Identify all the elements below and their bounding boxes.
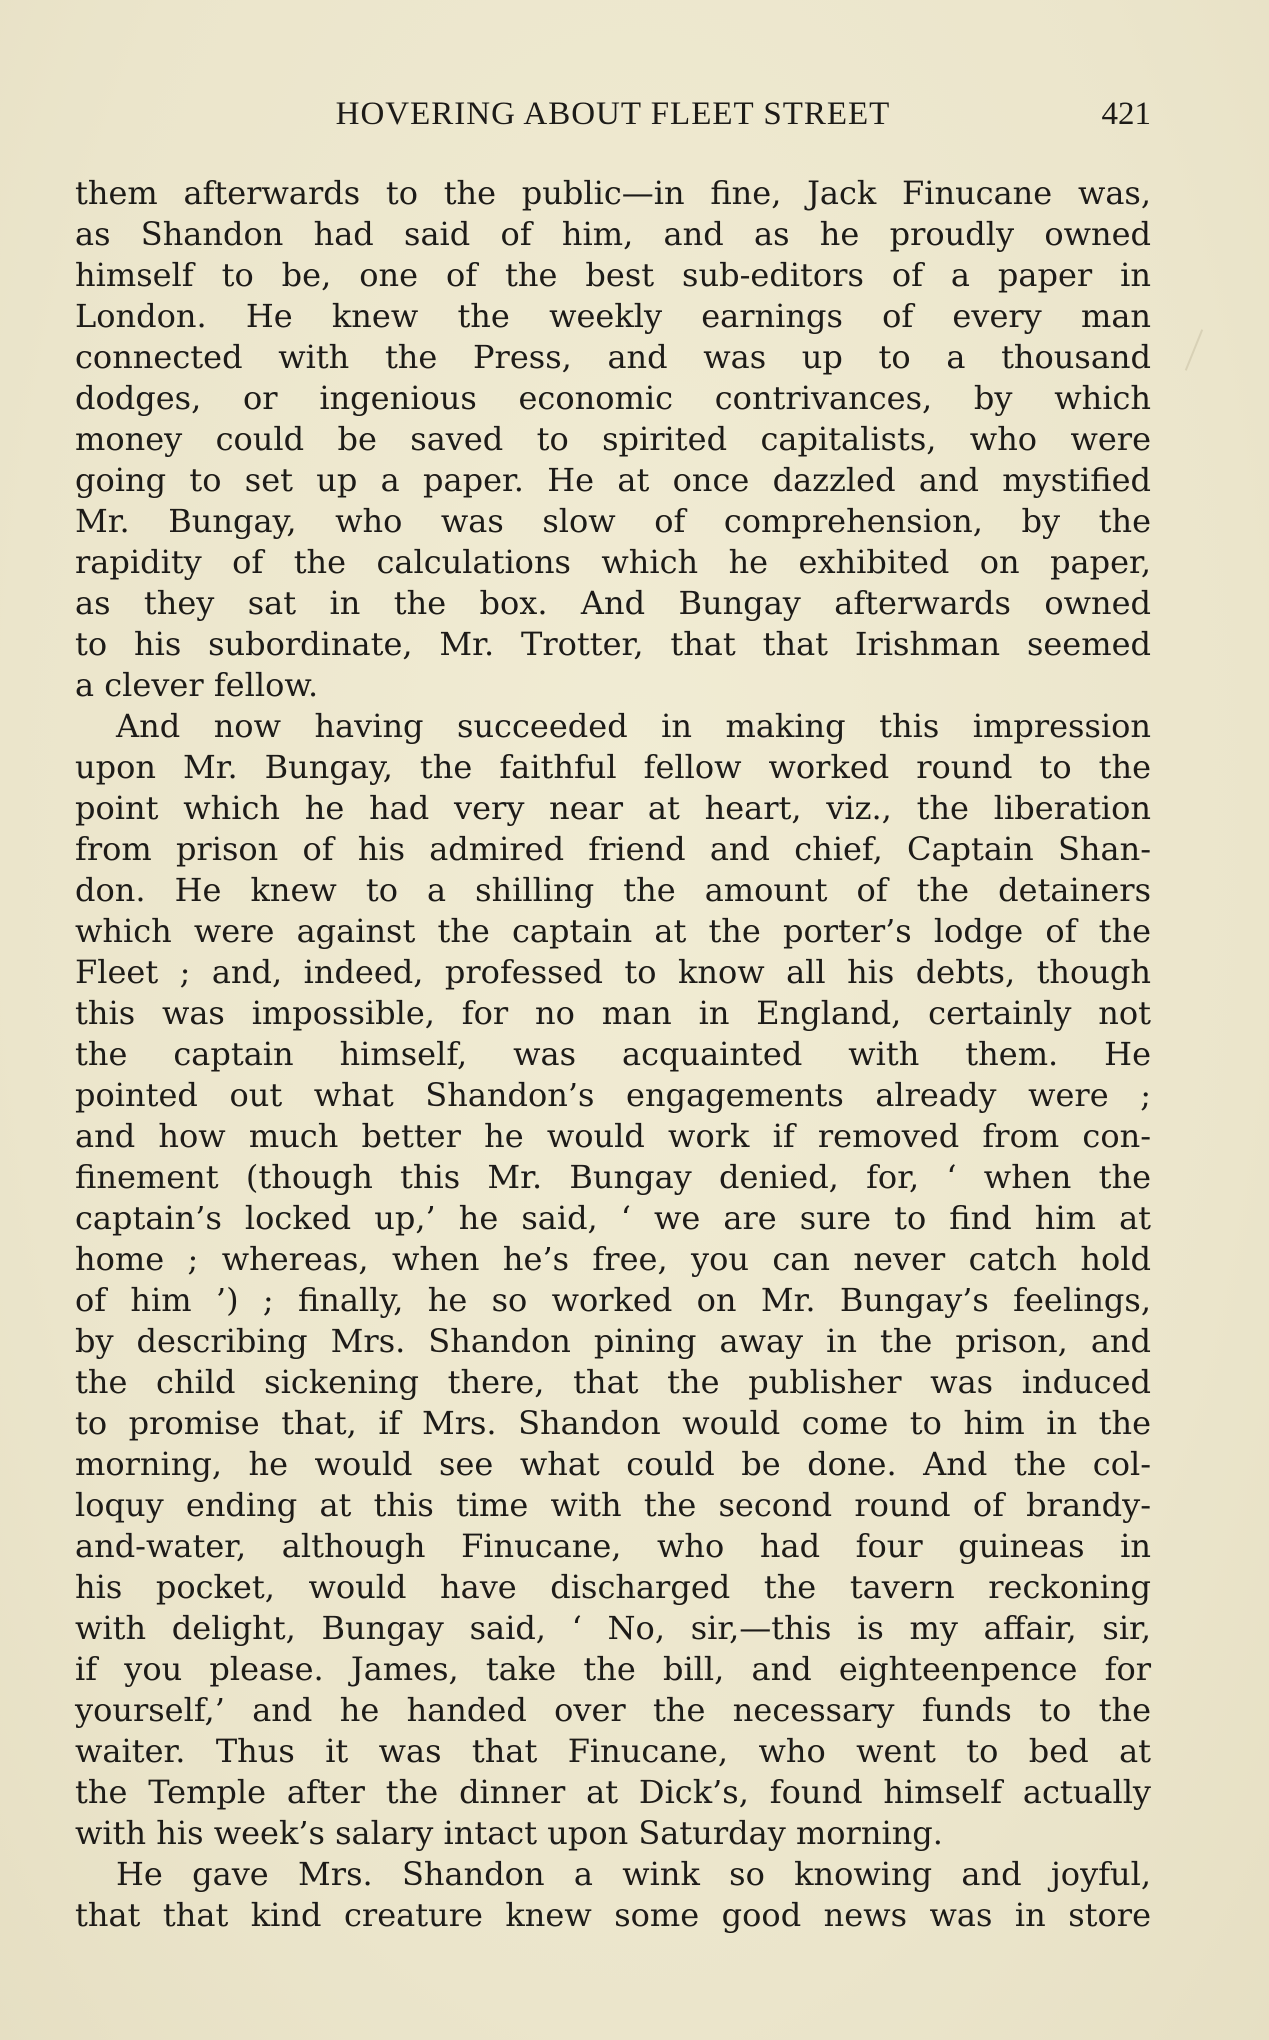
text-line: rapidity of the calculations which he exhibited on paper, xyxy=(75,543,1151,581)
text-line: from prison of his admired friend and chief, Captain Shan- xyxy=(75,830,1151,868)
text-line: as they sat in the box. And Bungay afterwards owned xyxy=(75,584,1151,622)
text-line: waiter. Thus it was that Finucane, who went to bed at xyxy=(75,1732,1151,1770)
page-header xyxy=(75,92,1151,136)
text-line: He gave Mrs. Shandon a wink so knowing and joyful, xyxy=(116,1855,1151,1893)
paragraph-2 xyxy=(75,706,1151,1854)
text-line: yourself,’ and he handed over the necessary funds to the xyxy=(75,1691,1151,1729)
text-line: dodges, or ingenious economic contrivances, by which xyxy=(75,379,1151,417)
text-line: upon Mr. Bungay, the faithful fellow worked round to the xyxy=(75,748,1151,786)
text-line: money could be saved to spirited capitalists, who were xyxy=(75,420,1151,458)
text-line: with his week’s salary intact upon Saturday morning. xyxy=(75,1814,943,1852)
text-line: and-water, although Finucane, who had four guineas in xyxy=(75,1527,1151,1565)
text-line: home ; whereas, when he’s free, you can never catch hold xyxy=(75,1240,1151,1278)
text-line: connected with the Press, and was up to a thousand xyxy=(75,338,1151,376)
text-line: Mr. Bungay, who was slow of comprehension, by the xyxy=(75,502,1151,540)
text-line: the child sickening there, that the publisher was induced xyxy=(75,1363,1151,1401)
paragraph-3 xyxy=(75,1854,1151,1936)
text-line: London. He knew the weekly earnings of every man xyxy=(75,297,1151,335)
text-line: don. He knew to a shilling the amount of the detainers xyxy=(75,871,1151,909)
text-line: the Temple after the dinner at Dick’s, found himself actually xyxy=(75,1773,1151,1811)
text-line: if you please. James, take the bill, and eighteenpence for xyxy=(75,1650,1151,1688)
text-line: with delight, Bungay said, ‘ No, sir,—this is my affair, sir, xyxy=(75,1609,1151,1647)
text-line: of him ’) ; finally, he so worked on Mr. Bungay’s feelings, xyxy=(75,1281,1151,1319)
body-text xyxy=(75,173,1151,1936)
text-line: them afterwards to the public—in fine, Jack Finucane was, xyxy=(75,174,1151,212)
text-line: this was impossible, for no man in England, certainly not xyxy=(75,994,1151,1032)
text-line: Fleet ; and, indeed, professed to know all his debts, though xyxy=(75,953,1151,991)
text-line: the captain himself, was acquainted with them. He xyxy=(75,1035,1151,1073)
text-line: going to set up a paper. He at once dazzled and mystified xyxy=(75,461,1151,499)
text-line: by describing Mrs. Shandon pining away in the prison, and xyxy=(75,1322,1151,1360)
text-line: loquy ending at this time with the second round of brandy- xyxy=(75,1486,1151,1524)
text-line: to promise that, if Mrs. Shandon would come to him in the xyxy=(75,1404,1151,1442)
text-line: himself to be, one of the best sub-editors of a paper in xyxy=(75,256,1151,294)
text-line: pointed out what Shandon’s engagements already were ; xyxy=(75,1076,1151,1114)
text-line: point which he had very near at heart, viz., the liberation xyxy=(75,789,1151,827)
text-line: as Shandon had said of him, and as he proudly owned xyxy=(75,215,1151,253)
page-number: 421 xyxy=(1101,96,1151,132)
text-line: and how much better he would work if removed from con- xyxy=(75,1117,1151,1155)
text-line: morning, he would see what could be done. And the col- xyxy=(75,1445,1151,1483)
text-line: that that kind creature knew some good news was in store xyxy=(75,1896,1151,1934)
margin-pencil-mark xyxy=(1185,329,1203,371)
text-line: And now having succeeded in making this impression xyxy=(116,707,1151,745)
text-line: to his subordinate, Mr. Trotter, that that Irishman seemed xyxy=(75,625,1151,663)
text-line: his pocket, would have discharged the tavern reckoning xyxy=(75,1568,1151,1606)
text-line: finement (though this Mr. Bungay denied, for, ‘ when the xyxy=(75,1158,1151,1196)
text-line: which were against the captain at the porter’s lodge of the xyxy=(75,912,1151,950)
running-title: HOVERING ABOUT FLEET STREET xyxy=(335,96,891,132)
text-line: captain’s locked up,’ he said, ‘ we are sure to find him at xyxy=(75,1199,1151,1237)
text-line: a clever fellow. xyxy=(75,666,319,704)
paragraph-1 xyxy=(75,173,1151,706)
